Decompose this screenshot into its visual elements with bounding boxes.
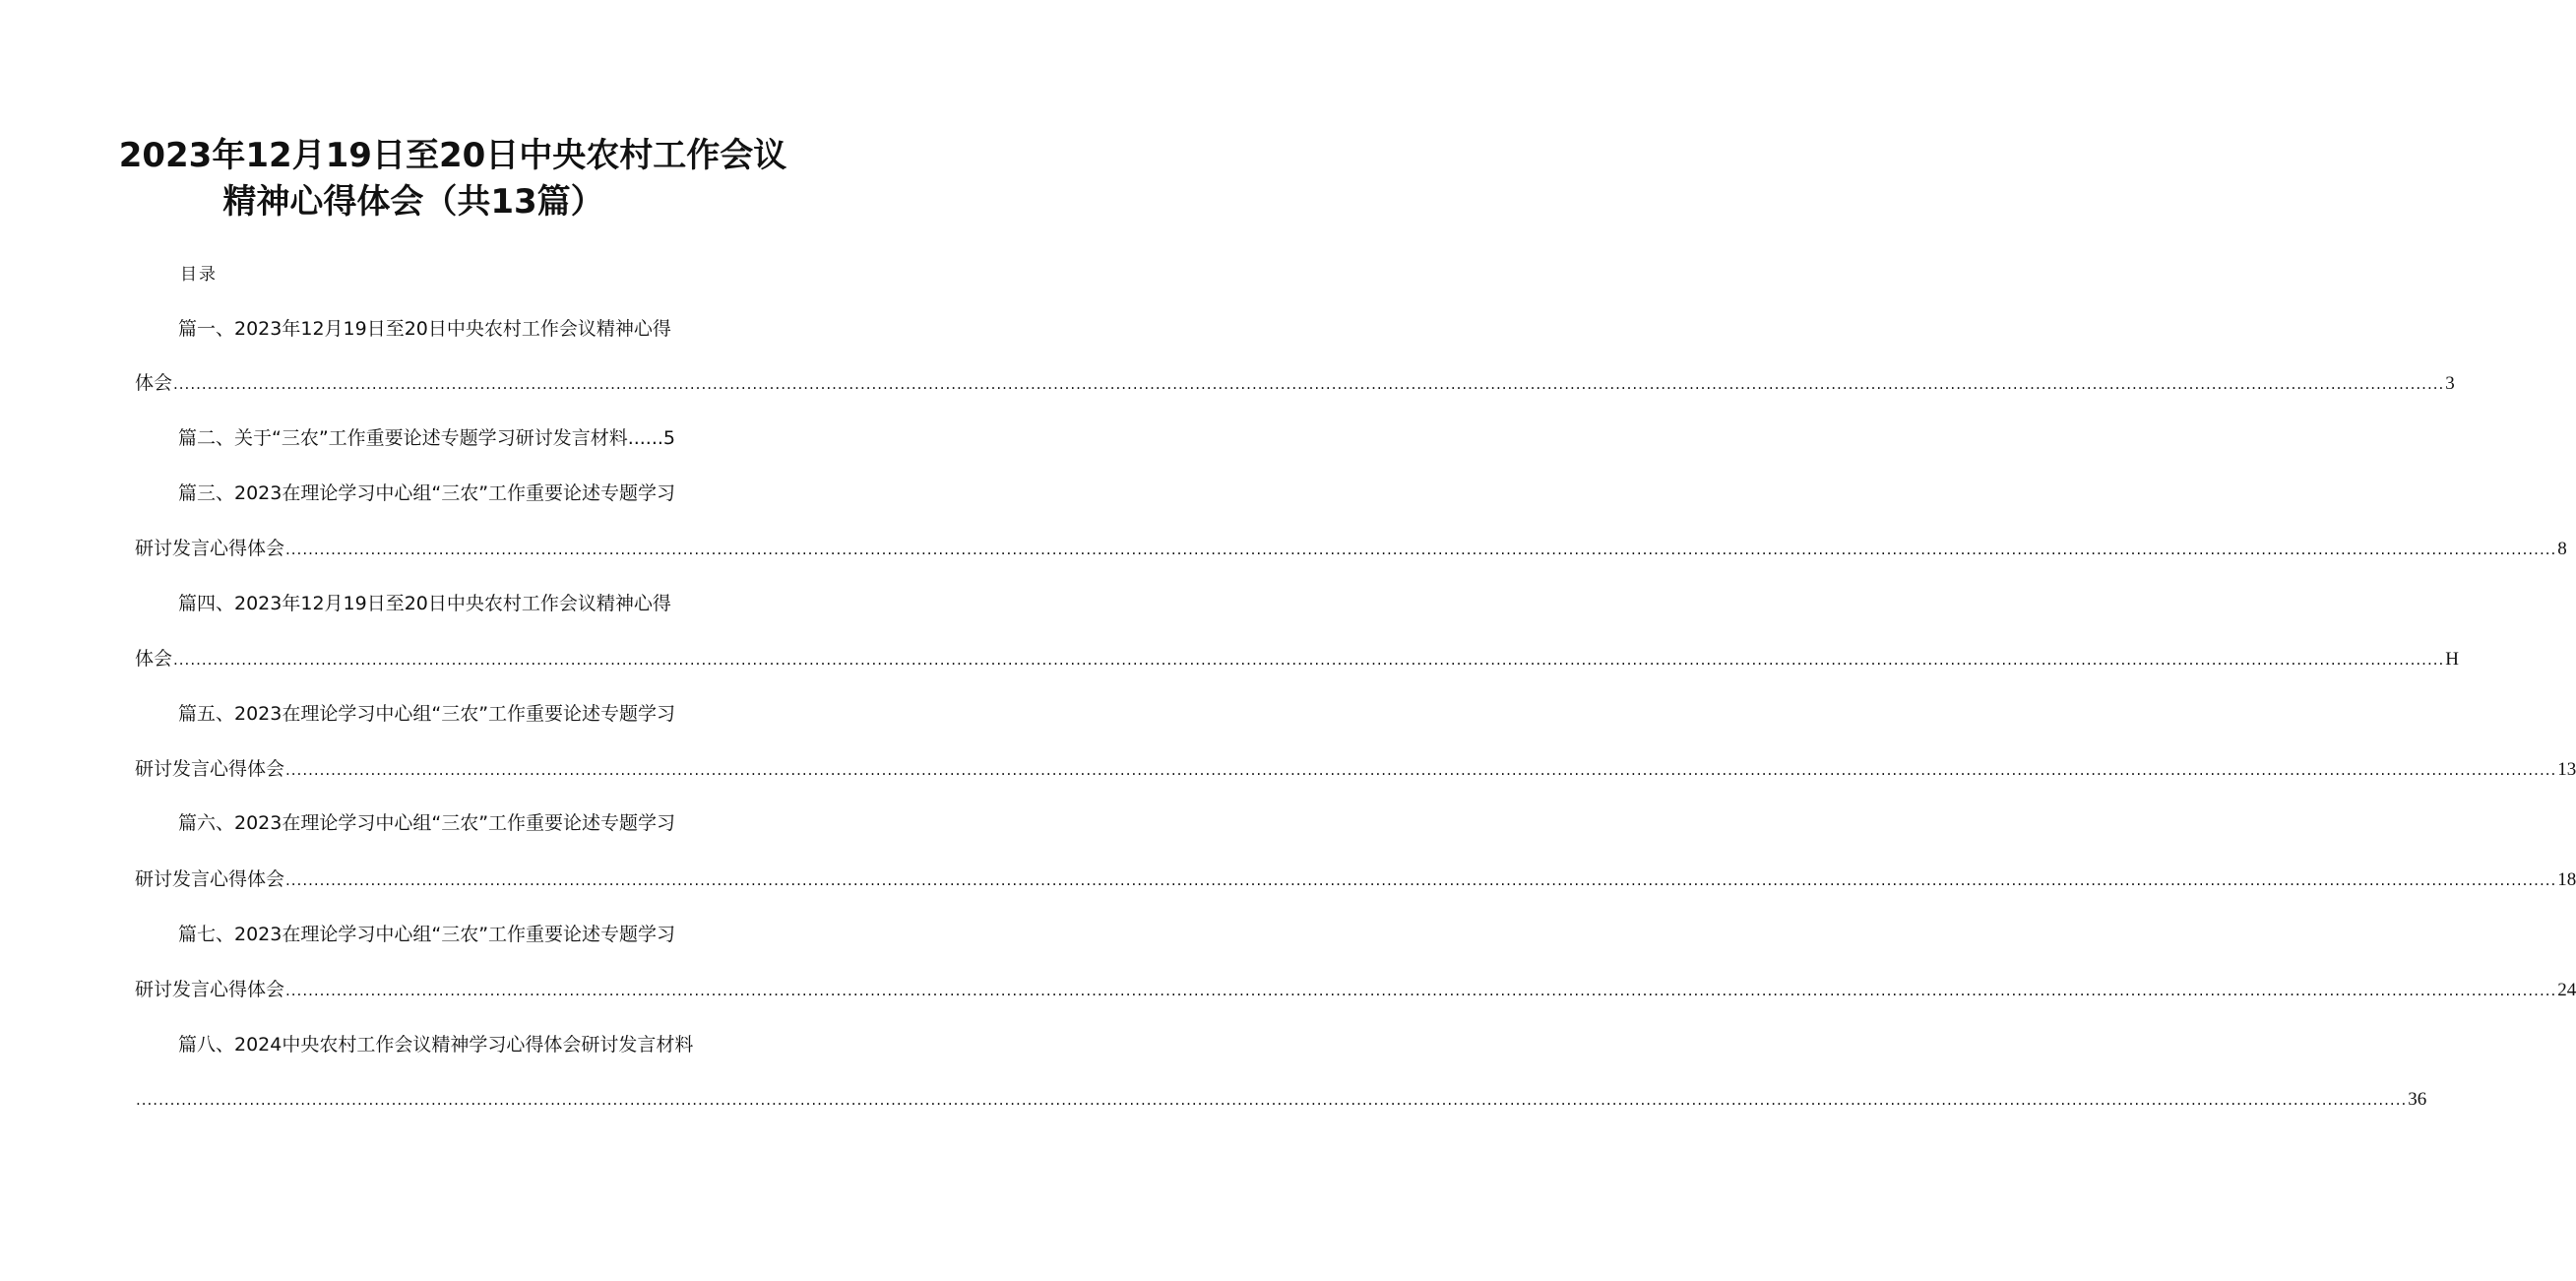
- toc-entry-8-page: 36: [2408, 1089, 2427, 1110]
- toc-entry-7-text: 研讨发言心得体会: [135, 979, 285, 1000]
- toc-entry-5-line-1[interactable]: 篇五、2023在理论学习中心组“三农”工作重要论述专题学习: [178, 703, 676, 725]
- toc-entry-5-page: 13: [2557, 759, 2576, 780]
- toc-leader-dots: ................................................................................................................................................................................................................................................................................................................................................................................................................: [285, 541, 2557, 558]
- toc-leader-dots: ................................................................................................................................................................................................................................................................................................................................................................................................................: [136, 1091, 2408, 1109]
- toc-entry-1-page: 3: [2445, 373, 2455, 394]
- toc-entry-4-line-2[interactable]: [135, 645, 2459, 673]
- toc-entry-6-line-1[interactable]: 篇六、2023在理论学习中心组“三农”工作重要论述专题学习: [178, 812, 676, 834]
- toc-entry-5-text: 研讨发言心得体会: [135, 758, 285, 780]
- document-title-line-1: 2023年12月19日至20日中央农村工作会议: [118, 136, 787, 175]
- toc-entry-4-page: H: [2445, 649, 2459, 670]
- toc-entry-1-text: 体会: [135, 372, 173, 394]
- toc-entry-4-text: 体会: [135, 648, 173, 670]
- toc-leader-dots: ................................................................................................................................................................................................................................................................................................................................................................................................................: [285, 761, 2557, 779]
- toc-entry-1-line-1[interactable]: 篇一、2023年12月19日至20日中央农村工作会议精神心得: [178, 318, 671, 340]
- toc-leader-dots: ................................................................................................................................................................................................................................................................................................................................................................................................................: [173, 651, 2445, 669]
- toc-entry-6-page: 18: [2557, 869, 2576, 890]
- toc-entry-3-text: 研讨发言心得体会: [135, 538, 285, 559]
- toc-entry-5-line-2[interactable]: [135, 755, 2576, 784]
- toc-entry-3-line-2[interactable]: [135, 535, 2567, 563]
- toc-entry-7-page: 24: [2557, 980, 2576, 1000]
- toc-entry-3-page: 8: [2557, 539, 2567, 559]
- toc-entry-6-text: 研讨发言心得体会: [135, 868, 285, 890]
- toc-entry-2-line-1[interactable]: 篇二、关于“三农”工作重要论述专题学习研讨发言材料......5: [178, 427, 676, 449]
- toc-entry-6-line-2[interactable]: [135, 865, 2576, 894]
- toc-leader-dots: ................................................................................................................................................................................................................................................................................................................................................................................................................: [173, 375, 2445, 393]
- toc-entry-7-line-1[interactable]: 篇七、2023在理论学习中心组“三农”工作重要论述专题学习: [178, 924, 676, 945]
- toc-leader-dots: ................................................................................................................................................................................................................................................................................................................................................................................................................: [285, 982, 2557, 999]
- toc-entry-8-line-1[interactable]: 篇八、2024中央农村工作会议精神学习心得体会研讨发言材料: [178, 1034, 694, 1056]
- toc-entry-1-line-2[interactable]: [135, 369, 2455, 398]
- toc-entry-3-line-1[interactable]: 篇三、2023在理论学习中心组“三农”工作重要论述专题学习: [178, 482, 676, 504]
- toc-leader-dots: ................................................................................................................................................................................................................................................................................................................................................................................................................: [285, 871, 2557, 889]
- toc-entry-8-line-2[interactable]: [135, 1086, 2427, 1114]
- toc-entry-4-line-1[interactable]: 篇四、2023年12月19日至20日中央农村工作会议精神心得: [178, 593, 671, 614]
- toc-entry-7-line-2[interactable]: [135, 976, 2576, 1004]
- document-title-line-2: 精神心得体会（共13篇）: [222, 182, 604, 222]
- toc-heading: 目录: [180, 265, 218, 285]
